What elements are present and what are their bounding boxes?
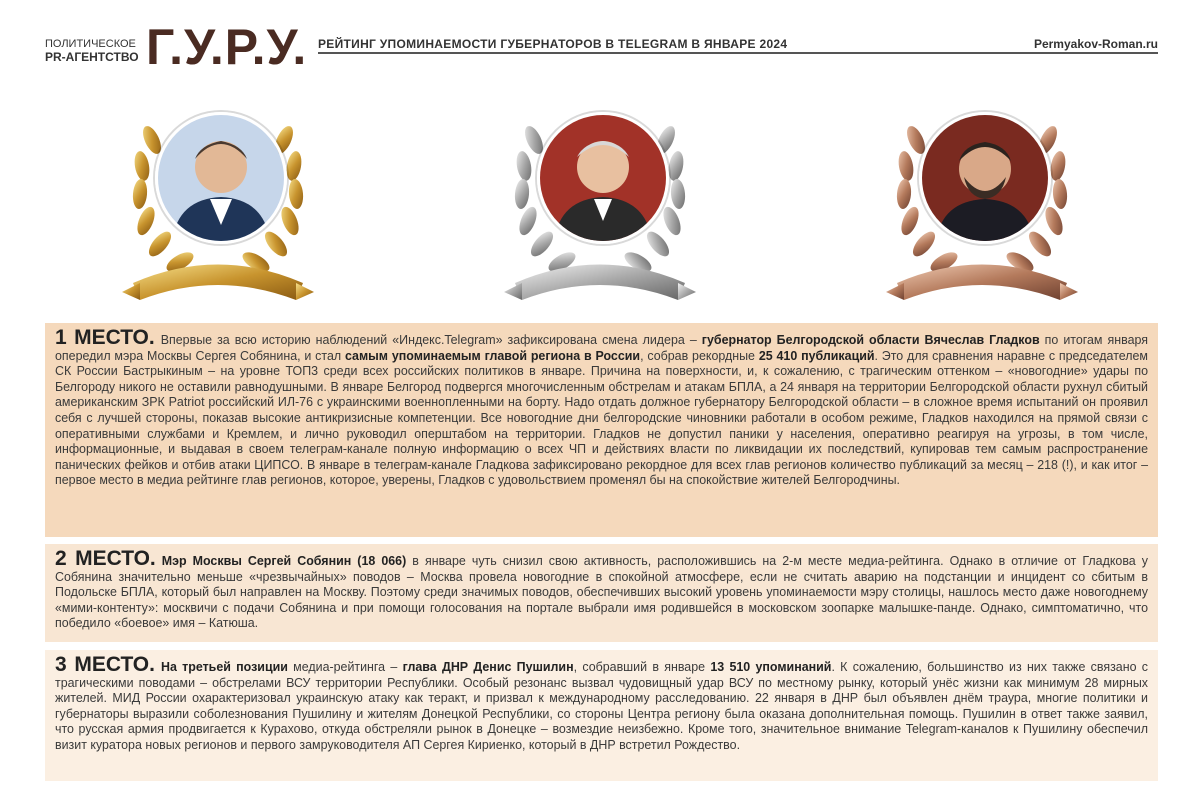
paragraph-text: , собрав рекордные — [640, 348, 759, 363]
paragraph-text: Впервые за всю историю наблюдений «Индекс.Telegram» зафиксирована смена лидера – — [160, 333, 702, 347]
paragraph-text: , собравший в январе — [573, 660, 711, 674]
gold-medal — [118, 78, 318, 310]
header-rule — [318, 52, 1158, 54]
highlight-text: Мэр Москвы Сергей Собянин (18 066) — [161, 554, 407, 568]
highlight-text: самым упоминаемым главой региона в России — [344, 348, 641, 363]
portrait-placeholder-icon — [158, 115, 284, 241]
governor-photo-sobyanin — [537, 112, 669, 244]
guru-logo: Г.У.Р.У. — [146, 19, 308, 75]
paragraph-text: по итогам января опередил мэра Москвы Сергея Собянина, и стал — [55, 333, 1149, 363]
highlight-text: На третьей позиции — [160, 660, 288, 674]
highlight-text: глава ДНР Денис Пушилин — [402, 660, 574, 674]
bronze-medal — [882, 78, 1082, 310]
portrait-placeholder-icon — [922, 115, 1048, 241]
silver-medal — [500, 78, 700, 310]
site-link[interactable]: Permyakov-Roman.ru — [1033, 37, 1158, 51]
place-heading: 3 МЕСТО. — [55, 653, 155, 676]
agency-label — [45, 38, 139, 64]
first-place-block — [45, 323, 1158, 537]
second-place-block — [45, 544, 1158, 642]
paragraph-text: . К сожалению, большинство из них также связано с трагическими поводами – обстрелами ВСУ территории Республики. Особый резонанс вызвал чудовищный удар ВСУ по местному рынку, который унёс жизни как минимум 28 мирных жителей. МИД России охарактеризовал украинскую атаку как теракт, и призвал к международному расследованию. 22 января в ДНР был объявлен днём траура, многие политики и губернаторы выразили соболезнования Пушилину и жителям Донецкой Республики, со стороны Центра региону была оказана дополнительная помощь. Пушилин в ответ также заявил, что русская армия продвигается к Курахово, откуда обстреляли рынок в Донецке – возмездие неизбежно. Кроме того, значительное внимание Telegram-каналов к Пушилину обеспечил визит куратора новых регионов и первого замруководителя АП Сергея Кириенко, который в ДНР встретил Рождество. — [55, 660, 1149, 752]
paragraph-text: . Это для сравнения наравне с председателем СК России Бастрыкиным – на уровне ТОП3 среди всех российских политиков в январе. Причина на поверхности, и, к сожалению, с трагическим оттенком – «новогодние» удары по Белгороду никого не оставили равнодушными. В январе Белгород подвергся многочисленным обстрелам и атакам БПЛА, а 24 января на территории Белгородской области рухнул сбитый американским ЗРК Patriot российский ИЛ-76 с украинскими военнопленными на борту. Надо отдать должное губернатору Белгородской области – в сложное время испытаний он проявил себя с лучшей стороны, показав высокие антикризисные компетенции. Все новогодние дни белгородские чиновники работали в особом режиме, Гладков находился на прямой связи с оперативными службами и Кремлем, и лично руководил оперштабом на территории. Гладков не допустил паники у населения, оперативно реагируя на угрозы, в том числе, информационные, и выдавая в своем телеграм-канале полную информацию о всех ЧП и действиях власти по ликвидации их последствий, купировав тем самым распространение панических фейков и отбив атаки ЦИПСО. В январе в телеграм-канале Гладкова зафиксировано рекордное для всех глав регионов количество публикаций за месяц – 218 (!), и как итог – первое место в медиа рейтинге глав регионов, которое, уверены, Гладков с удовольствием променял бы на спокойствие жителей Белгородчины. — [55, 348, 1148, 488]
highlight-text: 25 410 публикаций — [758, 348, 875, 363]
paragraph-text: в январе чуть снизил свою активность, расположившись на 2-м месте медиа-рейтинга. Однако в отличие от Гладкова у Собянина значительно меньше «чрезвычайных» поводов – Москва провела новогодние в спокойной атмосфере, если не считать аварию на подстанции и инцидент со сбитым в Подольске БПЛА, который был направлен на Москву. Поэтому среди значимых поводов, обеспечивших высокий уровень упоминаемости мэру столицы, нашлось место даже новогоднему «мими-контенту»: москвичи с подачи Собянина и при помощи голосования на портале выбрали имя родившейся в московском зоопарке малышке-панде. Однако, симптоматично, что победило «боевое» имя – Катюша. — [55, 554, 1148, 631]
third-place-block — [45, 650, 1158, 781]
portrait-placeholder-icon — [540, 115, 666, 241]
place-heading: 1 МЕСТО. — [55, 326, 155, 349]
highlight-text: губернатор Белгородской области Вячеслав Гладков — [701, 333, 1040, 347]
page-header — [0, 0, 1200, 80]
agency-line1: ПОЛИТИЧЕСКОЕ — [45, 38, 136, 50]
place-heading: 2 МЕСТО. — [55, 547, 156, 570]
agency-line2: PR-АГЕНТСТВО — [45, 50, 139, 64]
page-title: РЕЙТИНГ УПОМИНАЕМОСТИ ГУБЕРНАТОРОВ В TELEGRAM В ЯНВАРЕ 2024 — [318, 37, 788, 51]
governor-photo-gladkov — [155, 112, 287, 244]
paragraph-text: медиа-рейтинга – — [287, 660, 403, 674]
governor-photo-pushilin — [919, 112, 1051, 244]
highlight-text: 13 510 упоминаний — [710, 660, 832, 674]
